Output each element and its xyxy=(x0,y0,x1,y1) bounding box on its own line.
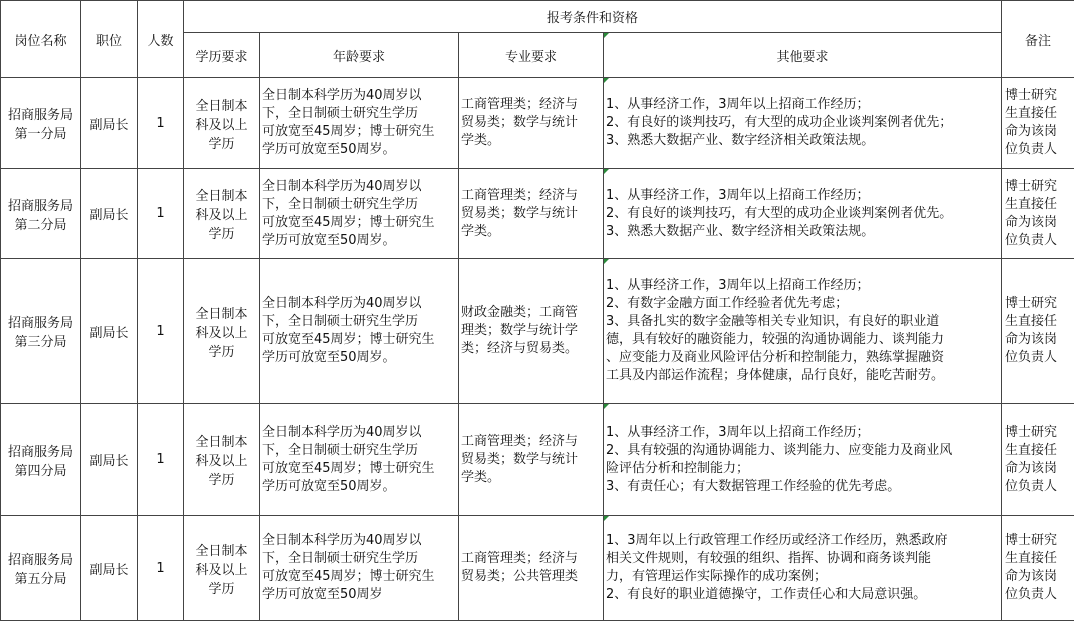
table-row xyxy=(1,169,1074,259)
age-cell: 全日制本科学历为40周岁以 下，全日制硕士研究生学历 可放宽至45周岁；博士研究生 学历可放宽至50周岁。 xyxy=(260,404,459,516)
major-cell: 工商管理类；经济与 贸易类；数学与统计 学类。 xyxy=(459,404,604,516)
count-cell: 1 xyxy=(138,516,184,621)
remark-cell: 博士研究 生直接任 命为该岗 位负责人 xyxy=(1002,404,1074,516)
age-cell: 全日制本科学历为40周岁以 下，全日制硕士研究生学历 可放宽至45周岁；博士研究生 学历可放宽至50周岁。 xyxy=(260,169,459,259)
table-row xyxy=(1,78,1074,169)
other-requirements-cell: 1、从事经济工作，3周年以上招商工作经历； 2、有数字金融方面工作经验者优先考虑； 3、具备扎实的数字金融等相关专业知识，有良好的职业道 德，具有较好的融资能力，较强的沟通协调能力、谈判能力 、应变能力及商业风险评估分析和控制能力，熟练掌握融资 工具及内部运作流程；身体健康，品行良好，能吃苦耐劳。 xyxy=(604,259,1002,404)
post-cell: 副局长 xyxy=(81,259,138,404)
education-cell: 全日制本 科及以上 学历 xyxy=(184,78,260,169)
major-cell: 工商管理类；经济与 贸易类；公共管理类 xyxy=(459,516,604,621)
count-cell: 1 xyxy=(138,78,184,169)
header-other: 其他要求 xyxy=(604,33,1002,78)
count-cell: 1 xyxy=(138,169,184,259)
header-post: 职位 xyxy=(81,1,138,78)
major-cell: 财政金融类；工商管 理类；数学与统计学 类；经济与贸易类。 xyxy=(459,259,604,404)
post-cell: 副局长 xyxy=(81,78,138,169)
education-cell: 全日制本 科及以上 学历 xyxy=(184,516,260,621)
count-cell: 1 xyxy=(138,259,184,404)
remark-cell: 博士研究 生直接任 命为该岗 位负责人 xyxy=(1002,516,1074,621)
table-row xyxy=(1,516,1074,621)
table-row xyxy=(1,259,1074,404)
table-row xyxy=(1,404,1074,516)
position-name-cell: 招商服务局 第二分局 xyxy=(1,169,81,259)
header-conditions: 报考条件和资格 xyxy=(184,1,1002,33)
age-cell: 全日制本科学历为40周岁以 下，全日制硕士研究生学历 可放宽至45周岁；博士研究生 学历可放宽至50周岁。 xyxy=(260,259,459,404)
age-cell: 全日制本科学历为40周岁以 下，全日制硕士研究生学历 可放宽至45周岁；博士研究生 学历可放宽至50周岁 xyxy=(260,516,459,621)
header-age: 年龄要求 xyxy=(260,33,459,78)
education-cell: 全日制本 科及以上 学历 xyxy=(184,169,260,259)
education-cell: 全日制本 科及以上 学历 xyxy=(184,259,260,404)
age-cell: 全日制本科学历为40周岁以 下，全日制硕士研究生学历 可放宽至45周岁；博士研究生 学历可放宽至50周岁。 xyxy=(260,78,459,169)
position-name-cell: 招商服务局 第三分局 xyxy=(1,259,81,404)
remark-cell: 博士研究 生直接任 命为该岗 位负责人 xyxy=(1002,78,1074,169)
other-requirements-cell: 1、从事经济工作，3周年以上招商工作经历； 2、有良好的谈判技巧，有大型的成功企业谈判案例者优先。 3、熟悉大数据产业、数字经济相关政策法规。 xyxy=(604,169,1002,259)
post-cell: 副局长 xyxy=(81,169,138,259)
post-cell: 副局长 xyxy=(81,516,138,621)
position-name-cell: 招商服务局 第五分局 xyxy=(1,516,81,621)
header-position-name: 岗位名称 xyxy=(1,1,81,78)
header-major: 专业要求 xyxy=(459,33,604,78)
header-education: 学历要求 xyxy=(184,33,260,78)
major-cell: 工商管理类；经济与 贸易类；数学与统计 学类。 xyxy=(459,78,604,169)
remark-cell: 博士研究 生直接任 命为该岗 位负责人 xyxy=(1002,259,1074,404)
position-name-cell: 招商服务局 第四分局 xyxy=(1,404,81,516)
other-requirements-cell: 1、3周年以上行政管理工作经历或经济工作经历，熟悉政府 相关文件规则，有较强的组织、指挥、协调和商务谈判能 力，有管理运作实际操作的成功案例； 2、有良好的职业道德操守，工作责任心和大局意识强。 xyxy=(604,516,1002,621)
education-cell: 全日制本 科及以上 学历 xyxy=(184,404,260,516)
major-cell: 工商管理类；经济与 贸易类；数学与统计 学类。 xyxy=(459,169,604,259)
other-requirements-cell: 1、从事经济工作，3周年以上招商工作经历； 2、具有较强的沟通协调能力、谈判能力、应变能力及商业风 险评估分析和控制能力； 3、有责任心；有大数据管理工作经验的优先考虑。 xyxy=(604,404,1002,516)
position-name-cell: 招商服务局 第一分局 xyxy=(1,78,81,169)
header-count: 人数 xyxy=(138,1,184,78)
post-cell: 副局长 xyxy=(81,404,138,516)
other-requirements-cell: 1、从事经济工作，3周年以上招商工作经历； 2、有良好的谈判技巧，有大型的成功企业谈判案例者优先； 3、熟悉大数据产业、数字经济相关政策法规。 xyxy=(604,78,1002,169)
count-cell: 1 xyxy=(138,404,184,516)
header-remark: 备注 xyxy=(1002,1,1074,78)
remark-cell: 博士研究 生直接任 命为该岗 位负责人 xyxy=(1002,169,1074,259)
